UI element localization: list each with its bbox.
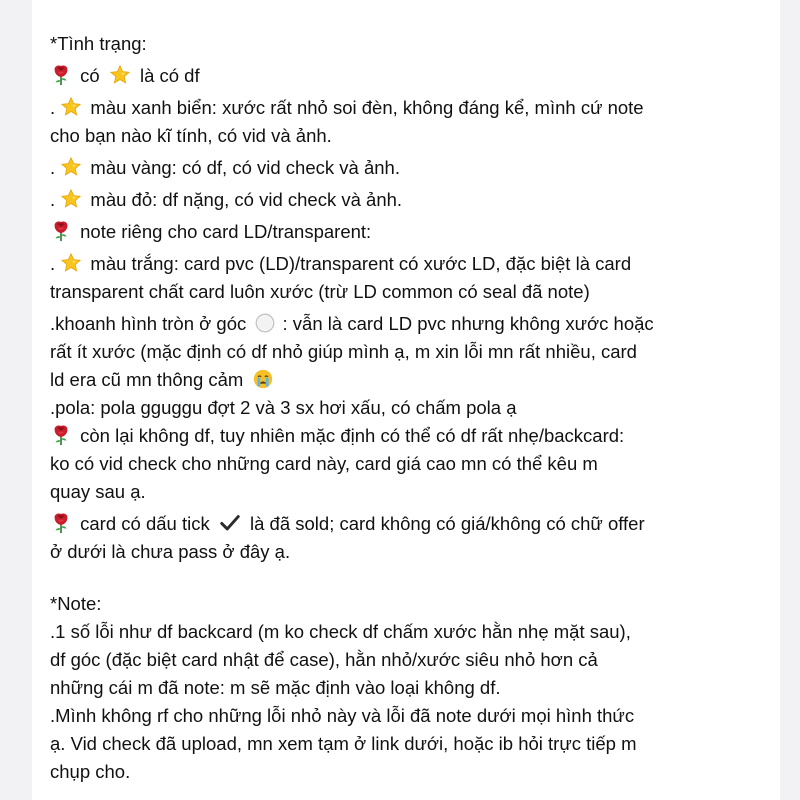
note-heading-text: *Note: bbox=[50, 593, 102, 614]
white-circle-icon bbox=[254, 312, 276, 334]
status-heading-text: *Tình trạng: bbox=[50, 33, 147, 54]
status-legend-line bbox=[50, 62, 762, 89]
yellow-star-line bbox=[50, 154, 762, 181]
star-icon bbox=[60, 188, 82, 210]
star-icon bbox=[60, 252, 82, 274]
note-line-5 bbox=[50, 730, 762, 757]
circle-line-cont-2 bbox=[50, 366, 762, 393]
note-text-2: df góc (đặc biệt card nhật để case), hằn nhỏ/xước siêu nhỏ hơn cả bbox=[50, 649, 598, 670]
note-line-2 bbox=[50, 646, 762, 673]
blue-star-line-cont bbox=[50, 122, 762, 149]
white-star-text: màu trắng: card pvc (LD)/transparent có xước LD, đặc biệt là card bbox=[90, 253, 632, 274]
blue-star-text: màu xanh biển: xước rất nhỏ soi đèn, không đáng kể, mình cứ note bbox=[90, 97, 644, 118]
star-icon bbox=[60, 156, 82, 178]
white-star-line bbox=[50, 250, 762, 277]
note-line-6 bbox=[50, 758, 762, 785]
no-df-text-cont-2: quay sau ạ. bbox=[50, 481, 146, 502]
white-star-line-cont bbox=[50, 278, 762, 305]
red-star-line bbox=[50, 186, 762, 213]
note-text-4: .Mình không rf cho những lỗi nhỏ này và lỗi đã note dưới mọi hình thức bbox=[50, 705, 635, 726]
star-icon bbox=[109, 64, 131, 86]
circle-text-a: .khoanh hình tròn ở góc bbox=[50, 313, 247, 334]
note-text-5: ạ. Vid check đã upload, mn xem tạm ở link dưới, hoặc ib hỏi trực tiếp m bbox=[50, 733, 637, 754]
pola-text: .pola: pola gguggu đợt 2 và 3 sx hơi xấu, có chấm pola ạ bbox=[50, 397, 517, 418]
legend-text-a: có bbox=[80, 65, 100, 86]
sold-line-cont bbox=[50, 538, 762, 565]
sold-text-b: là đã sold; card không có giá/không có chữ offer bbox=[250, 513, 645, 534]
status-heading bbox=[50, 30, 762, 57]
bullet-dot: . bbox=[50, 253, 56, 274]
sold-line bbox=[50, 510, 762, 537]
rose-icon bbox=[50, 424, 72, 446]
note-text-6: chụp cho. bbox=[50, 761, 131, 782]
sold-text-a: card có dấu tick bbox=[80, 513, 210, 534]
note-text-3: những cái m đã note: m sẽ mặc định vào loại không df. bbox=[50, 677, 501, 698]
rose-icon bbox=[50, 512, 72, 534]
pola-line bbox=[50, 394, 762, 421]
ld-note-text: note riêng cho card LD/transparent: bbox=[80, 221, 372, 242]
ld-note-heading bbox=[50, 218, 762, 245]
rose-icon bbox=[50, 64, 72, 86]
no-df-line-cont-1 bbox=[50, 450, 762, 477]
note-page bbox=[32, 0, 780, 800]
note-line-3 bbox=[50, 674, 762, 701]
circle-text-cont-2: ld era cũ mn thông cảm bbox=[50, 369, 244, 390]
crying-face-icon bbox=[252, 368, 274, 390]
bullet-dot: . bbox=[50, 157, 56, 178]
white-star-text-cont: transparent chất card luôn xước (trừ LD common có seal đã note) bbox=[50, 281, 590, 302]
rose-icon bbox=[50, 220, 72, 242]
no-df-text-cont-1: ko có vid check cho những card này, card giá cao mn có thể kêu m bbox=[50, 453, 598, 474]
no-df-line-cont-2 bbox=[50, 478, 762, 505]
star-icon bbox=[60, 96, 82, 118]
circle-text-cont-1: rất ít xước (mặc định có df nhỏ giúp mình ạ, m xin lỗi mn rất nhiều, card bbox=[50, 341, 637, 362]
blue-star-line bbox=[50, 94, 762, 121]
note-text-1: .1 số lỗi như df backcard (m ko check df chấm xước hằn nhẹ mặt sau), bbox=[50, 621, 631, 642]
no-df-text: còn lại không df, tuy nhiên mặc định có thể có df rất nhẹ/backcard: bbox=[80, 425, 625, 446]
yellow-star-text: màu vàng: có df, có vid check và ảnh. bbox=[90, 157, 400, 178]
circle-line-cont-1 bbox=[50, 338, 762, 365]
note-heading bbox=[50, 590, 762, 617]
no-df-line bbox=[50, 422, 762, 449]
sold-text-cont: ở dưới là chưa pass ở đây ạ. bbox=[50, 541, 291, 562]
circle-text-b: : vẫn là card LD pvc nhưng không xước hoặc bbox=[282, 313, 654, 334]
bullet-dot: . bbox=[50, 189, 56, 210]
red-star-text: màu đỏ: df nặng, có vid check và ảnh. bbox=[90, 189, 403, 210]
legend-text-b: là có df bbox=[139, 65, 200, 86]
note-line-1 bbox=[50, 618, 762, 645]
bullet-dot: . bbox=[50, 97, 56, 118]
note-line-4 bbox=[50, 702, 762, 729]
circle-line bbox=[50, 310, 762, 337]
check-mark-icon bbox=[219, 512, 241, 534]
blue-star-text-cont: cho bạn nào kĩ tính, có vid và ảnh. bbox=[50, 125, 332, 146]
